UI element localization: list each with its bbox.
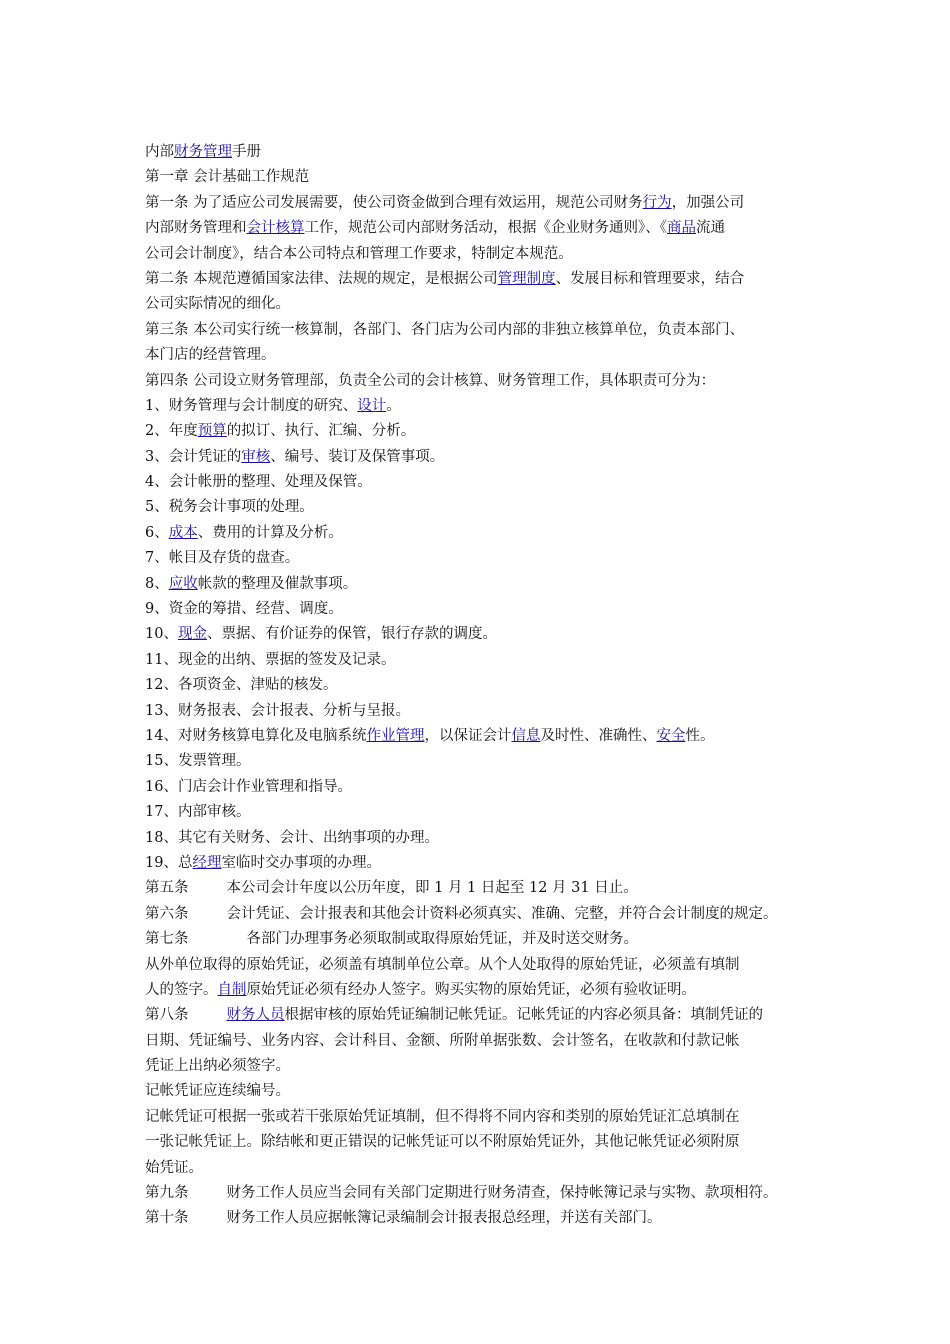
text-segment: 第一条 为了适应公司发展需要，使公司资金做到合理有效运用，规范公司财务 — [145, 194, 643, 211]
text-line — [145, 1105, 835, 1130]
text-line — [145, 1003, 835, 1028]
text-segment: 日期、凭证编号、业务内容、会计科目、金额、所附单据张数、会计签名，在收款和付款记帐 — [145, 1032, 740, 1049]
text-segment: 、费用的计算及分析。 — [197, 524, 343, 541]
text-segment: ，以保证会计 — [424, 727, 512, 744]
text-line — [145, 648, 835, 673]
text-line — [145, 318, 835, 343]
keyword-link[interactable]: 信息 — [511, 727, 541, 744]
text-segment: 各部门办理事务必须取制或取得原始凭证，并及时送交财务。 — [246, 931, 638, 948]
keyword-link[interactable]: 应收 — [168, 575, 198, 592]
text-line — [145, 927, 835, 952]
keyword-link[interactable]: 安全 — [656, 727, 686, 744]
text-line — [145, 419, 835, 444]
text-line — [145, 851, 835, 876]
text-segment: 、发展目标和管理要求，结合 — [555, 270, 745, 287]
text-line — [145, 699, 835, 724]
text-segment: 17、内部审核。 — [145, 804, 251, 821]
text-segment: 16、门店会计作业管理和指导。 — [145, 778, 352, 795]
keyword-link[interactable]: 财务人员 — [226, 1007, 285, 1024]
text-segment: 公司实际情况的细化。 — [145, 296, 290, 313]
keyword-link[interactable]: 财务管理 — [174, 144, 232, 160]
keyword-link[interactable]: 经理 — [192, 854, 222, 871]
text-segment: 性。 — [685, 727, 715, 744]
text-line — [145, 902, 835, 927]
text-segment: 7、帐目及存货的盘查。 — [145, 550, 300, 567]
text-segment: 的拟订、执行、汇编、分析。 — [226, 423, 416, 440]
text-line — [145, 140, 835, 165]
text-segment: 9、资金的筹措、经营、调度。 — [145, 601, 343, 618]
text-line — [145, 369, 835, 394]
text-line — [145, 724, 835, 749]
text-segment: 流通 — [696, 220, 725, 237]
keyword-link[interactable]: 成本 — [168, 524, 198, 541]
text-segment: 。 — [386, 397, 401, 414]
text-line — [145, 1029, 835, 1054]
text-segment: 从外单位取得的原始凭证，必须盖有填制单位公章。从个人处取得的原始凭证，必须盖有填制 — [145, 956, 740, 973]
text-line — [145, 597, 835, 622]
text-segment: 8、 — [145, 575, 169, 592]
text-line — [145, 1054, 835, 1079]
text-segment: 6、 — [145, 524, 169, 541]
text-segment: 第二条 本规范遵循国家法律、法规的规定，是根据公司 — [145, 270, 498, 287]
keyword-link[interactable]: 作业管理 — [366, 727, 425, 744]
text-segment: 帐款的整理及催款事项。 — [197, 575, 358, 592]
text-segment: 第六条 — [145, 905, 189, 922]
text-segment: ，加强公司 — [671, 194, 745, 211]
text-segment: 12、各项资金、津贴的核发。 — [145, 677, 338, 694]
keyword-link[interactable]: 自制 — [217, 981, 247, 998]
text-segment: 公司会计制度》，结合本公司特点和管理工作要求，特制定本规范。 — [145, 245, 573, 262]
text-segment: 13、财务报表、会计报表、分析与呈报。 — [145, 702, 410, 719]
text-segment: 10、 — [145, 626, 178, 643]
text-segment: 人的签字。 — [145, 981, 218, 998]
text-segment: 第四条 公司设立财务管理部，负责全公司的会计核算、财务管理工作，具体职责可分为： — [145, 372, 716, 389]
text-segment: 及时性、准确性、 — [540, 727, 657, 744]
keyword-link[interactable]: 行为 — [642, 194, 672, 211]
text-line — [145, 673, 835, 698]
text-segment: 3、会计凭证的 — [145, 448, 242, 465]
keyword-link[interactable]: 现金 — [177, 626, 207, 643]
text-segment: 第七条 — [145, 931, 189, 948]
text-segment: 19、总 — [145, 854, 193, 871]
text-segment: 第九条 — [145, 1185, 189, 1202]
text-segment: 11、现金的出纳、票据的签发及记录。 — [145, 651, 396, 668]
text-line — [145, 470, 835, 495]
text-line — [145, 775, 835, 800]
text-segment: 第一章 会计基础工作规范 — [145, 169, 310, 186]
text-line — [145, 572, 835, 597]
text-segment: 5、税务会计事项的处理。 — [145, 499, 314, 516]
text-segment: 根据审核的原始凭证编制记帐凭证。记帐凭证的内容必须具备：填制凭证的 — [284, 1007, 763, 1024]
text-segment: 第五条 — [145, 880, 189, 897]
text-line — [145, 546, 835, 571]
text-segment: 财务工作人员应当会同有关部门定期进行财务清查，保持帐簿记录与实物、款项相符。 — [226, 1185, 778, 1202]
text-segment: 始凭证。 — [145, 1159, 203, 1176]
text-line — [145, 394, 835, 419]
text-segment: 15、发票管理。 — [145, 753, 251, 770]
text-segment: 会计凭证、会计报表和其他会计资料必须真实、准确、完整，并符合会计制度的规定。 — [226, 905, 778, 922]
keyword-link[interactable]: 设计 — [357, 397, 387, 414]
text-line — [145, 292, 835, 317]
text-segment: 内部财务管理和 — [145, 220, 247, 237]
text-line — [145, 953, 835, 978]
text-line — [145, 343, 835, 368]
text-line — [145, 800, 835, 825]
text-line — [145, 1156, 835, 1181]
text-line — [145, 521, 835, 546]
keyword-link[interactable]: 审核 — [241, 448, 271, 465]
text-segment: 本公司会计年度以公历年度，即 1 月 1 日起至 12 月 31 日止。 — [226, 880, 638, 897]
text-segment: 14、对财务核算电算化及电脑系统 — [145, 727, 367, 744]
text-line — [145, 1079, 835, 1104]
text-line — [145, 242, 835, 267]
text-line — [145, 165, 835, 190]
text-segment: 第八条 — [145, 1007, 189, 1024]
text-line — [145, 216, 835, 241]
text-line — [145, 267, 835, 292]
text-line — [145, 1206, 835, 1231]
text-segment: 1、财务管理与会计制度的研究、 — [145, 397, 358, 414]
keyword-link[interactable]: 会计核算 — [246, 220, 305, 237]
text-segment: 4、会计帐册的整理、处理及保管。 — [145, 474, 372, 491]
text-segment: 第十条 — [145, 1210, 189, 1227]
text-segment: 内部 — [145, 144, 174, 160]
text-segment: 第三条 本公司实行统一核算制，各部门、各门店为公司内部的非独立核算单位，负责本部门、 — [145, 321, 745, 338]
keyword-link[interactable]: 预算 — [197, 423, 227, 440]
text-line — [145, 191, 835, 216]
text-segment: 一张记帐凭证上。除结帐和更正错误的记帐凭证可以不附原始凭证外，其他记帐凭证必须附原 — [145, 1134, 740, 1151]
text-segment: 室临时交办事项的办理。 — [221, 854, 381, 871]
text-line — [145, 826, 835, 851]
text-segment: 原始凭证必须有经办人签字。购买实物的原始凭证，必须有验收证明。 — [246, 981, 696, 998]
document-page — [145, 140, 835, 1232]
text-line — [145, 876, 835, 901]
text-line — [145, 1130, 835, 1155]
text-line — [145, 1181, 835, 1206]
text-segment: 2、年度 — [145, 423, 198, 440]
text-segment: 凭证上出纳必须签字。 — [145, 1058, 290, 1075]
text-line — [145, 622, 835, 647]
text-segment: 记帐凭证可根据一张或若干张原始凭证填制，但不得将不同内容和类别的原始凭证汇总填制在 — [145, 1108, 740, 1125]
keyword-link[interactable]: 商品 — [667, 220, 696, 237]
text-segment: 本门店的经营管理。 — [145, 347, 276, 364]
text-line — [145, 978, 835, 1003]
text-segment: 财务工作人员应据帐簿记录编制会计报表报总经理，并送有关部门。 — [226, 1210, 662, 1227]
text-segment: 记帐凭证应连续编号。 — [145, 1083, 290, 1100]
keyword-link[interactable]: 管理制度 — [497, 270, 556, 287]
text-segment: 、票据、有价证券的保管，银行存款的调度。 — [206, 626, 497, 643]
text-line — [145, 445, 835, 470]
text-segment: 、编号、装订及保管事项。 — [270, 448, 445, 465]
text-line — [145, 495, 835, 520]
text-line — [145, 749, 835, 774]
text-segment: 18、其它有关财务、会计、出纳事项的办理。 — [145, 829, 439, 846]
text-segment: 手册 — [232, 144, 261, 160]
text-segment: 工作，规范公司内部财务活动，根据《企业财务通则》、《 — [304, 220, 667, 237]
